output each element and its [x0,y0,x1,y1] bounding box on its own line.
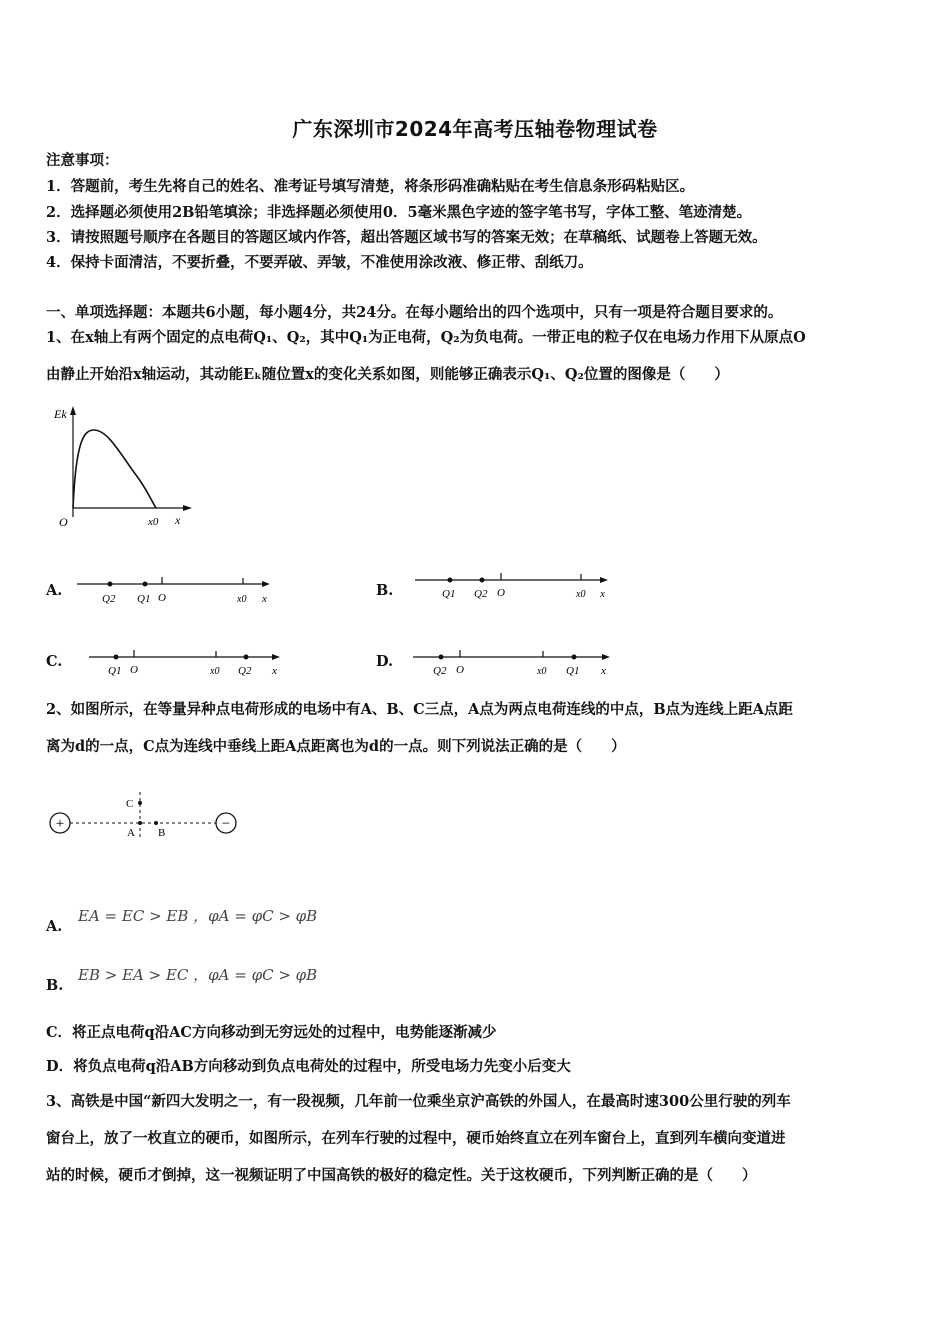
tick-label: x [262,593,267,605]
charges-figure [46,778,246,848]
option-d-axis [408,645,618,681]
option-d-label: D. [376,653,394,670]
charge-dot [244,655,249,660]
q2-option-b-label: B. [46,977,64,994]
point-a [138,821,142,825]
q2-option-a-formula: EA = EC > EB ，φA = φC > φB [78,907,318,925]
option-c-label: C. [46,653,63,670]
tick-label: Q1 [137,593,151,605]
notice-item-3: 3．请按照题号顺序在各题目的答题区域内作答，超出答题区域书写的答案无效；在草稿纸、试题卷上答题无效。 [46,229,767,246]
plus-sign: + [55,816,65,832]
tick-label: O [158,592,166,604]
point-b-label: B [158,827,166,839]
tick-label: Q2 [102,593,116,605]
question-2-line-1: 2、如图所示，在等量异种点电荷形成的电场中有A、B、C三点，A点为两点电荷连线的中点，B点为连线上距A点距 [46,701,793,718]
notice-item-1: 1．答题前，考生先将自己的姓名、准考证号填写清楚，将条形码准确粘贴在考生信息条形码粘贴区。 [46,178,695,195]
tick-label: Q1 [442,588,456,600]
tick-label: x0 [210,666,220,677]
tick-label: Q2 [474,588,488,600]
q2-option-a-label: A. [46,918,63,935]
tick-label: O [130,664,138,676]
x-label: x [175,513,181,527]
ek-label: Ek [54,407,67,421]
tick-label: x0 [537,666,547,677]
tick-label: x0 [237,594,247,605]
ek-axis-x-arrow [183,505,192,511]
charge-dot [480,578,485,583]
tick-label: x [601,665,606,677]
point-b [154,821,158,825]
q2-option-d: D．将负点电荷q沿AB方向移动到负点电荷处的过程中，所受电场力先变小后变大 [46,1058,571,1075]
origin-label: O [59,515,68,529]
notice-item-2: 2．选择题必须使用2B铅笔填涂；非选择题必须使用0．5毫米黑色字迹的签字笔书写，字体工整、笔迹清楚。 [46,204,752,221]
question-1-line-2: 由静止开始沿x轴运动，其动能Eₖ随位置x的变化关系如图，则能够正确表示Q₁、Q₂位置的图像是（ ） [46,366,729,383]
question-3-line-2: 窗台上，放了一枚直立的硬币，如图所示，在列车行驶的过程中，硬币始终直立在列车窗台上，直到列车横向变道进 [46,1130,786,1147]
charge-dot [572,655,577,660]
charge-dot [108,582,113,587]
ek-graph [46,400,206,535]
option-a-label: A. [46,582,63,599]
question-3-line-1: 3、高铁是中国“新四大发明之一，有一段视频，几年前一位乘坐京沪高铁的外国人，在最高时速300公里行驶的列车 [46,1093,791,1110]
point-a-label: A [127,827,135,839]
q2-option-c: C．将正点电荷q沿AC方向移动到无穷远处的过程中，电势能逐渐减少 [46,1024,497,1041]
notice-heading: 注意事项： [46,152,119,169]
q2-option-b-formula: EB > EA > EC ，φA = φC > φB [78,966,318,984]
tick-label: O [497,587,505,599]
x0-label: x0 [148,516,159,528]
ek-curve [73,430,156,508]
question-1-line-1: 1、在x轴上有两个固定的点电荷Q₁、Q₂，其中Q₁为正电荷，Q₂为负电荷。一带正电的粒子仅在电场力作用下从原点O [46,329,806,346]
tick-label: x [600,588,605,600]
question-3-line-3: 站的时候，硬币才倒掉，这一视频证明了中国高铁的极好的稳定性。关于这枚硬币，下列判断正确的是（ ） [46,1167,757,1184]
charge-dot [114,655,119,660]
point-c [138,801,142,805]
tick-label: x0 [576,589,586,600]
minus-sign: − [221,816,231,832]
option-b-axis [410,568,620,604]
notice-item-4: 4．保持卡面清洁，不要折叠，不要弄破、弄皱，不准使用涂改液、修正带、刮纸刀。 [46,254,593,271]
option-a-axis [72,572,282,608]
tick-label: Q1 [566,665,580,677]
tick-label: x [272,665,277,677]
tick-label: Q2 [238,665,252,677]
page-title: 广东深圳市2024年高考压轴卷物理试卷 [292,117,658,141]
option-b-label: B. [376,582,394,599]
charge-dot [143,582,148,587]
tick-label: O [456,664,464,676]
charge-dot [448,578,453,583]
question-2-line-2: 离为d的一点，C点为连线中垂线上距A点距离也为d的一点。则下列说法正确的是（ ） [46,738,626,755]
ek-axis-y-arrow [70,406,76,415]
point-c-label: C [126,798,134,810]
tick-label: Q2 [433,665,447,677]
option-c-axis [84,645,294,681]
tick-label: Q1 [108,665,122,677]
section-heading: 一、单项选择题：本题共6小题，每小题4分，共24分。在每小题给出的四个选项中，只有一项是符合题目要求的。 [46,304,783,321]
charge-dot [439,655,444,660]
